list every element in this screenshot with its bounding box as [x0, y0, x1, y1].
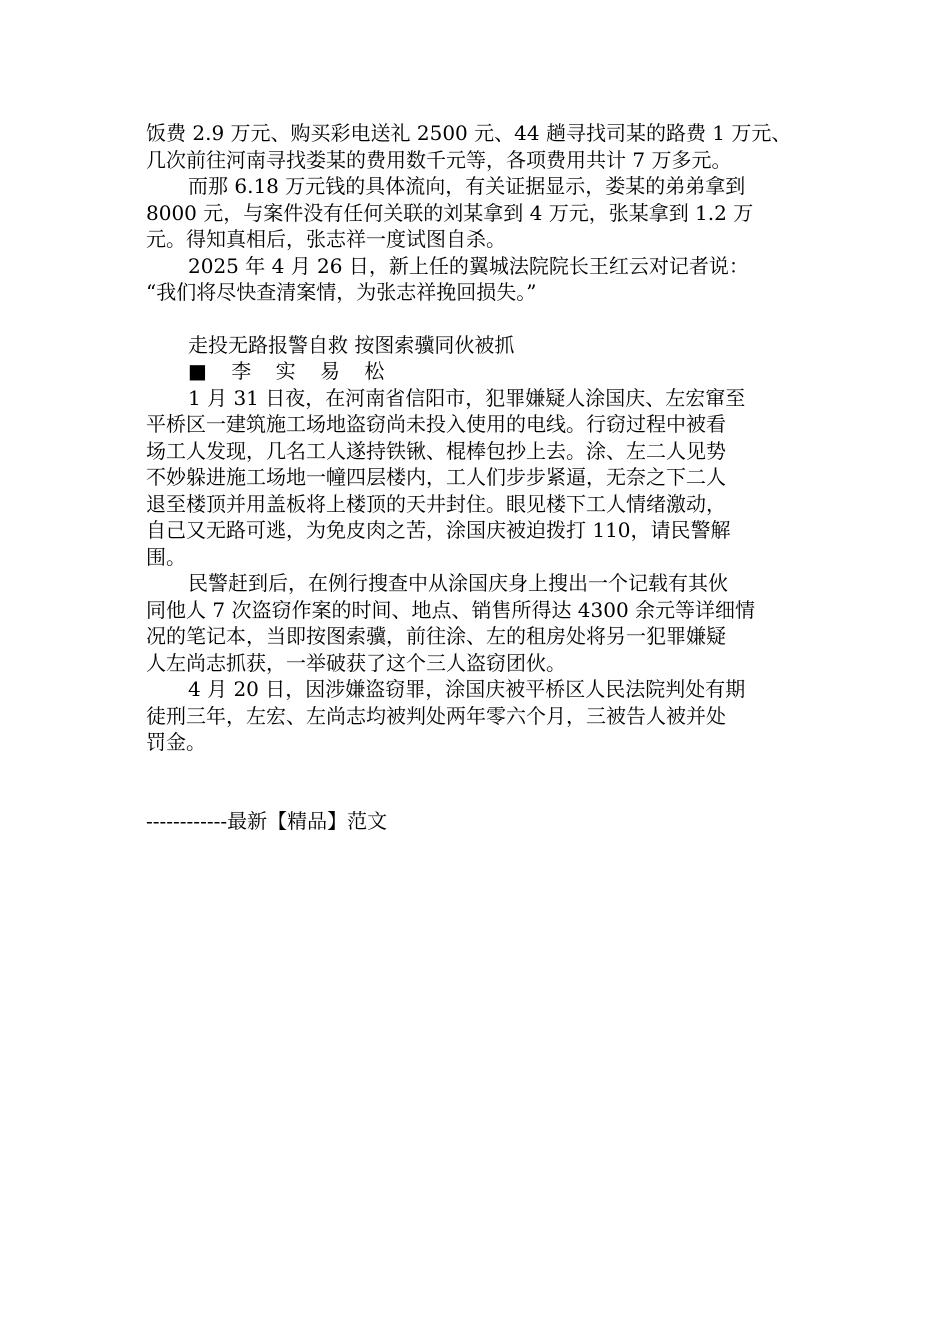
blank-line	[146, 306, 826, 332]
paragraph-line: 场工人发现，几名工人遂持铁锹、棍棒包抄上去。涂、左二人见势	[146, 438, 726, 463]
paragraph-line: 况的笔记本，当即按图索骥，前往涂、左的租房处将另一犯罪嫌疑	[146, 624, 726, 648]
paragraph-line: 饭费 2.9 万元、购买彩电送礼 2500 元、44 趟寻找司某的路费 1 万元、	[146, 121, 792, 145]
paragraph-line: 8000 元，与案件没有任何关联的刘某拿到 4 万元，张某拿到 1.2 万	[146, 200, 754, 225]
paragraph-line: 几次前往河南寻找娄某的费用数千元等，各项费用共计 7 万多元。	[146, 147, 732, 172]
paragraph-line: 4 月 20 日，因涉嫌盗窃罪，涂国庆被平桥区人民法院判处有期	[188, 677, 746, 701]
section-headline: 走投无路报警自救 按图索骥同伙被抓	[188, 332, 515, 357]
paragraph-line: 不妙躲进施工场地一幢四层楼内，工人们步步紧逼，无奈之下二人	[146, 465, 726, 489]
paragraph-line: 元。得知真相后，张志祥一度试图自杀。	[146, 227, 506, 251]
paragraph-line: 同他人 7 次盗窃作案的时间、地点、销售所得达 4300 余元等详细情	[146, 597, 756, 622]
paragraph-line: 围。	[146, 544, 186, 569]
document-page	[146, 120, 826, 834]
paragraph-line: 罚金。	[146, 730, 206, 754]
footer-text: ------------最新【精品】范文	[146, 808, 388, 833]
paragraph-line: 自己又无路可逃，为免皮肉之苦，涂国庆被迫拨打 110，请民警解	[146, 518, 731, 542]
paragraph-line: 人左尚志抓获，一举破获了这个三人盗窃团伙。	[146, 650, 566, 675]
paragraph-line: 2025 年 4 月 26 日，新上任的翼城法院院长王红云对记者说：	[188, 253, 749, 278]
paragraph-line: 而那 6.18 万元钱的具体流向，有关证据显示，娄某的弟弟拿到	[188, 174, 746, 198]
paragraph-line: 民警赶到后，在例行搜查中从涂国庆身上搜出一个记载有其伙	[188, 571, 728, 595]
paragraph-line: “我们将尽快查清案情，为张志祥挽回损失。”	[146, 280, 537, 304]
blank-space	[146, 756, 826, 808]
paragraph-line: 平桥区一建筑施工场地盗窃尚未投入使用的电线。行窃过程中被看	[146, 412, 726, 436]
paragraph-line: 徒刑三年，左宏、左尚志均被判处两年零六个月，三被告人被并处	[146, 703, 726, 728]
paragraph-line: 退至楼顶并用盖板将上楼顶的天井封住。眼见楼下工人情绪激动，	[146, 491, 726, 516]
author-byline: ■ 李 实 易 松	[188, 359, 394, 383]
paragraph-line: 1 月 31 日夜，在河南省信阳市，犯罪嫌疑人涂国庆、左宏窜至	[188, 385, 746, 410]
